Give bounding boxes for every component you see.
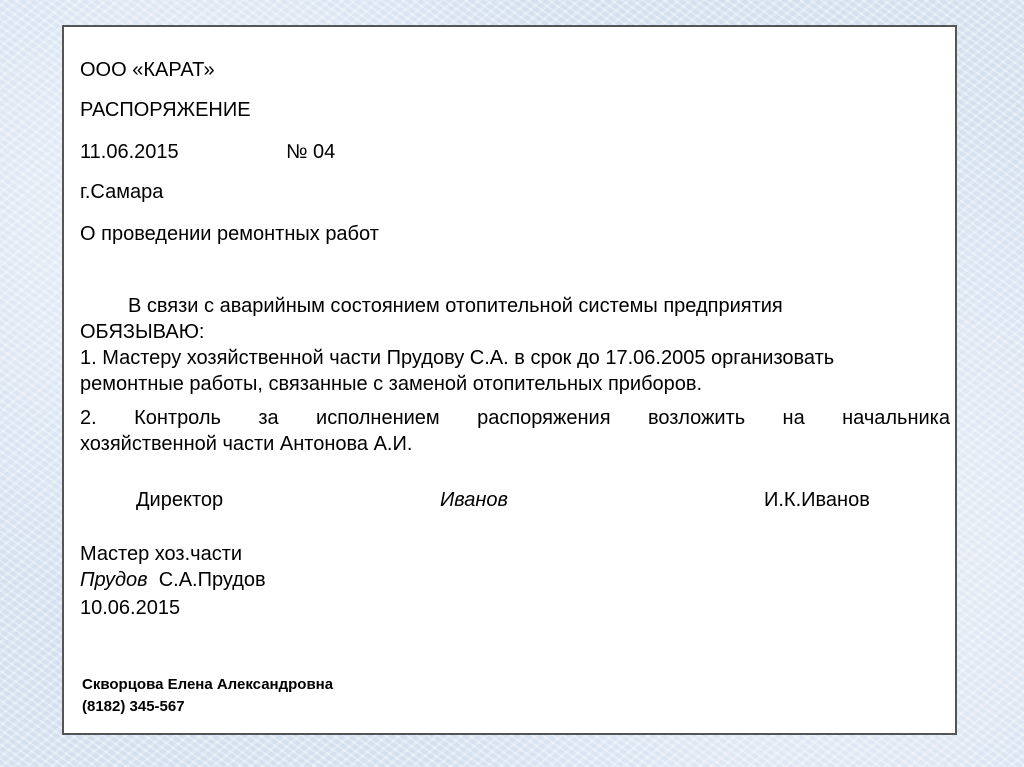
ack-signature: Прудов [80, 569, 148, 591]
document-number: № 04 [286, 141, 336, 163]
document-city: г.Самара [80, 181, 164, 203]
order-item-1-line-2: ремонтные работы, связанные с заменой отопительных приборов. [80, 373, 703, 395]
ack-signature-line [80, 567, 266, 593]
ack-date: 10.06.2015 [80, 597, 181, 619]
director-name: И.К.Иванов [764, 489, 870, 511]
order-item-1-line-1: 1. Мастеру хозяйственной части Прудову С.А. в срок до 17.06.2005 организовать [80, 347, 835, 369]
company-name: ООО «КАРАТ» [80, 59, 215, 81]
document-type: РАСПОРЯЖЕНИЕ [80, 99, 251, 121]
director-signature: Иванов [440, 489, 508, 511]
ack-position: Мастер хоз.части [80, 543, 243, 565]
ack-name: С.А.Прудов [158, 569, 266, 591]
director-position: Директор [136, 489, 224, 511]
document-sheet [62, 25, 957, 735]
order-word: ОБЯЗЫВАЮ: [80, 321, 205, 343]
preamble-text: В связи с аварийным состоянием отопительной системы предприятия [128, 295, 783, 317]
order-item-2-line-2: хозяйственной части Антонова А.И. [80, 433, 413, 455]
document-date: 11.06.2015 [80, 141, 179, 163]
footer-phone: (8182) 345-567 [82, 698, 185, 715]
order-item-2-line-1: 2. Контроль за исполнением распоряжения возложить на начальника [80, 407, 950, 429]
document-subject: О проведении ремонтных работ [80, 223, 379, 245]
footer-author: Скворцова Елена Александровна [82, 676, 334, 693]
